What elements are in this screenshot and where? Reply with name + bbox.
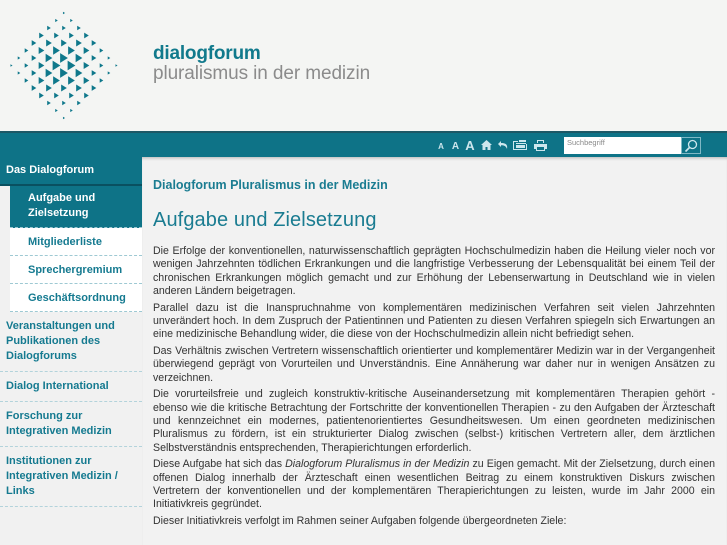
sidebar-section-das-dialogforum[interactable]: Das Dialogforum bbox=[0, 157, 142, 184]
logo-diamond-icon[interactable] bbox=[0, 0, 130, 130]
article-body bbox=[153, 245, 715, 528]
sidebar-submenu bbox=[10, 186, 142, 312]
recommend-button[interactable] bbox=[513, 133, 527, 157]
font-size-small-button[interactable]: A bbox=[438, 142, 444, 151]
logo-subtitle: pluralismus in der medizin bbox=[153, 63, 371, 84]
back-button[interactable] bbox=[497, 133, 508, 157]
page-title: Aufgabe und Zielsetzung bbox=[153, 209, 377, 231]
sidebar-item-label: Zielsetzung bbox=[28, 207, 89, 219]
section-kicker: Dialogforum Pluralismus in der Medizin bbox=[153, 178, 388, 192]
sidebar-item-dialog-international[interactable]: Dialog International bbox=[0, 372, 142, 402]
search-input[interactable] bbox=[564, 137, 681, 154]
main-content bbox=[142, 157, 727, 545]
home-icon bbox=[481, 140, 492, 150]
sidebar-item-sprechergremium[interactable]: Sprechergremium bbox=[10, 256, 142, 284]
paragraph-emphasis: Dialogforum Pluralismus in der Medizin bbox=[285, 458, 470, 471]
paragraph-text: Diese Aufgabe hat sich das bbox=[153, 458, 286, 471]
recommend-icon bbox=[513, 140, 527, 150]
logo-triangles-graphic bbox=[0, 0, 130, 130]
home-button[interactable] bbox=[480, 133, 493, 157]
site-header bbox=[0, 0, 727, 132]
sidebar-item-aufgabe-und-zielsetzung[interactable] bbox=[10, 186, 142, 228]
logo-wordmark[interactable] bbox=[153, 44, 370, 83]
paragraph: Die vorurteilsfreie und zugleich konstruktiv-kritische Auseinandersetzung mit komplementären Therapien gehört - ebenso wie die kritische Betrachtung der Fortschritte der konventionellen Therapien - zu den Aufgaben der Ärzteschaft und kennzeichnet ein modernes, patientenorientiertes Gesundheitswesen. Um einen geordneten medizinischen Pluralismus zu fördern, ist ein strukturierter Dialog zwischen (selbst-) kritischen Vertretern aller, dem ärztlichen Selbstverständnis entsprechenden, Therapierichtungen erforderlich. bbox=[153, 388, 715, 454]
sidebar-item-label: Aufgabe und bbox=[28, 192, 96, 204]
paragraph: Parallel dazu ist die Inanspruchnahme von komplementären medizinischen Verfahren seit vielen Jahrzehnten unverändert hoch. In dem Zuspruch der Patientinnen und Patienten zu diesen Verfahren spiegeln sich Erwartungen an eine medizinische Behandlung wider, die diese von der Hochschulmedizin allein nicht befriedigt sehen. bbox=[153, 301, 715, 341]
back-icon bbox=[498, 141, 508, 149]
sidebar-item-forschung[interactable]: Forschung zur Integrativen Medizin bbox=[0, 402, 142, 447]
sidebar-nav bbox=[0, 157, 142, 545]
search-icon bbox=[684, 139, 698, 153]
sidebar-item-geschaeftsordnung[interactable]: Geschäftsordnung bbox=[10, 284, 142, 312]
search-button[interactable] bbox=[681, 137, 701, 154]
font-size-large-button[interactable]: A bbox=[465, 138, 475, 153]
font-size-medium-button[interactable]: A bbox=[451, 140, 460, 152]
paragraph bbox=[153, 458, 715, 511]
paragraph-text: zu Eigen gemacht. Mit der Zielsetzung, durch einen offenen Dialog innerhalb der Ärzteschaft einen wesentlichen Beitrag zu einem konstruktiven Diskurs zwischen Vertretern der konventionellen und der komplementären Therapierichtungen zu leisten, wurde im Jahr 2000 ein Initiativkreis gegründet. bbox=[153, 458, 715, 511]
print-button[interactable] bbox=[533, 133, 547, 157]
logo-title: dialogforum bbox=[153, 43, 261, 64]
print-icon bbox=[534, 140, 547, 151]
sidebar-item-mitgliederliste[interactable]: Mitgliederliste bbox=[10, 228, 142, 256]
paragraph: Die Erfolge der konventionellen, naturwissenschaftlich geprägten Hochschulmedizin haben die Heilung vieler noch vor wenigen Jahrzehnten tödlichen Erkrankungen und die langfristige Verbesserung der Lebensqualität bei einem Teil der chronischen Erkrankungen möglich gemacht und zur Erhöhung der Lebenserwartung in Deutschland wie in vielen anderen Ländern beigetragen. bbox=[153, 245, 715, 297]
paragraph: Das Verhältnis zwischen Vertretern wissenschaftlich orientierter und komplementärer Medizin war in der Vergangenheit überwiegend geprägt von Vorurteilen und Unverständnis. Eine Annäherung war daher nur in wenigen Ansätzen zu verzeichnen. bbox=[153, 345, 715, 384]
sidebar-item-institutionen[interactable]: Institutionen zur Integrativen Medizin / Links bbox=[0, 447, 142, 507]
paragraph: Dieser Initiativkreis verfolgt im Rahmen seiner Aufgaben folgende übergeordneten Ziele: bbox=[153, 515, 567, 528]
sidebar-item-veranstaltungen[interactable]: Veranstaltungen und Publikationen des Dialogforums bbox=[0, 312, 142, 372]
